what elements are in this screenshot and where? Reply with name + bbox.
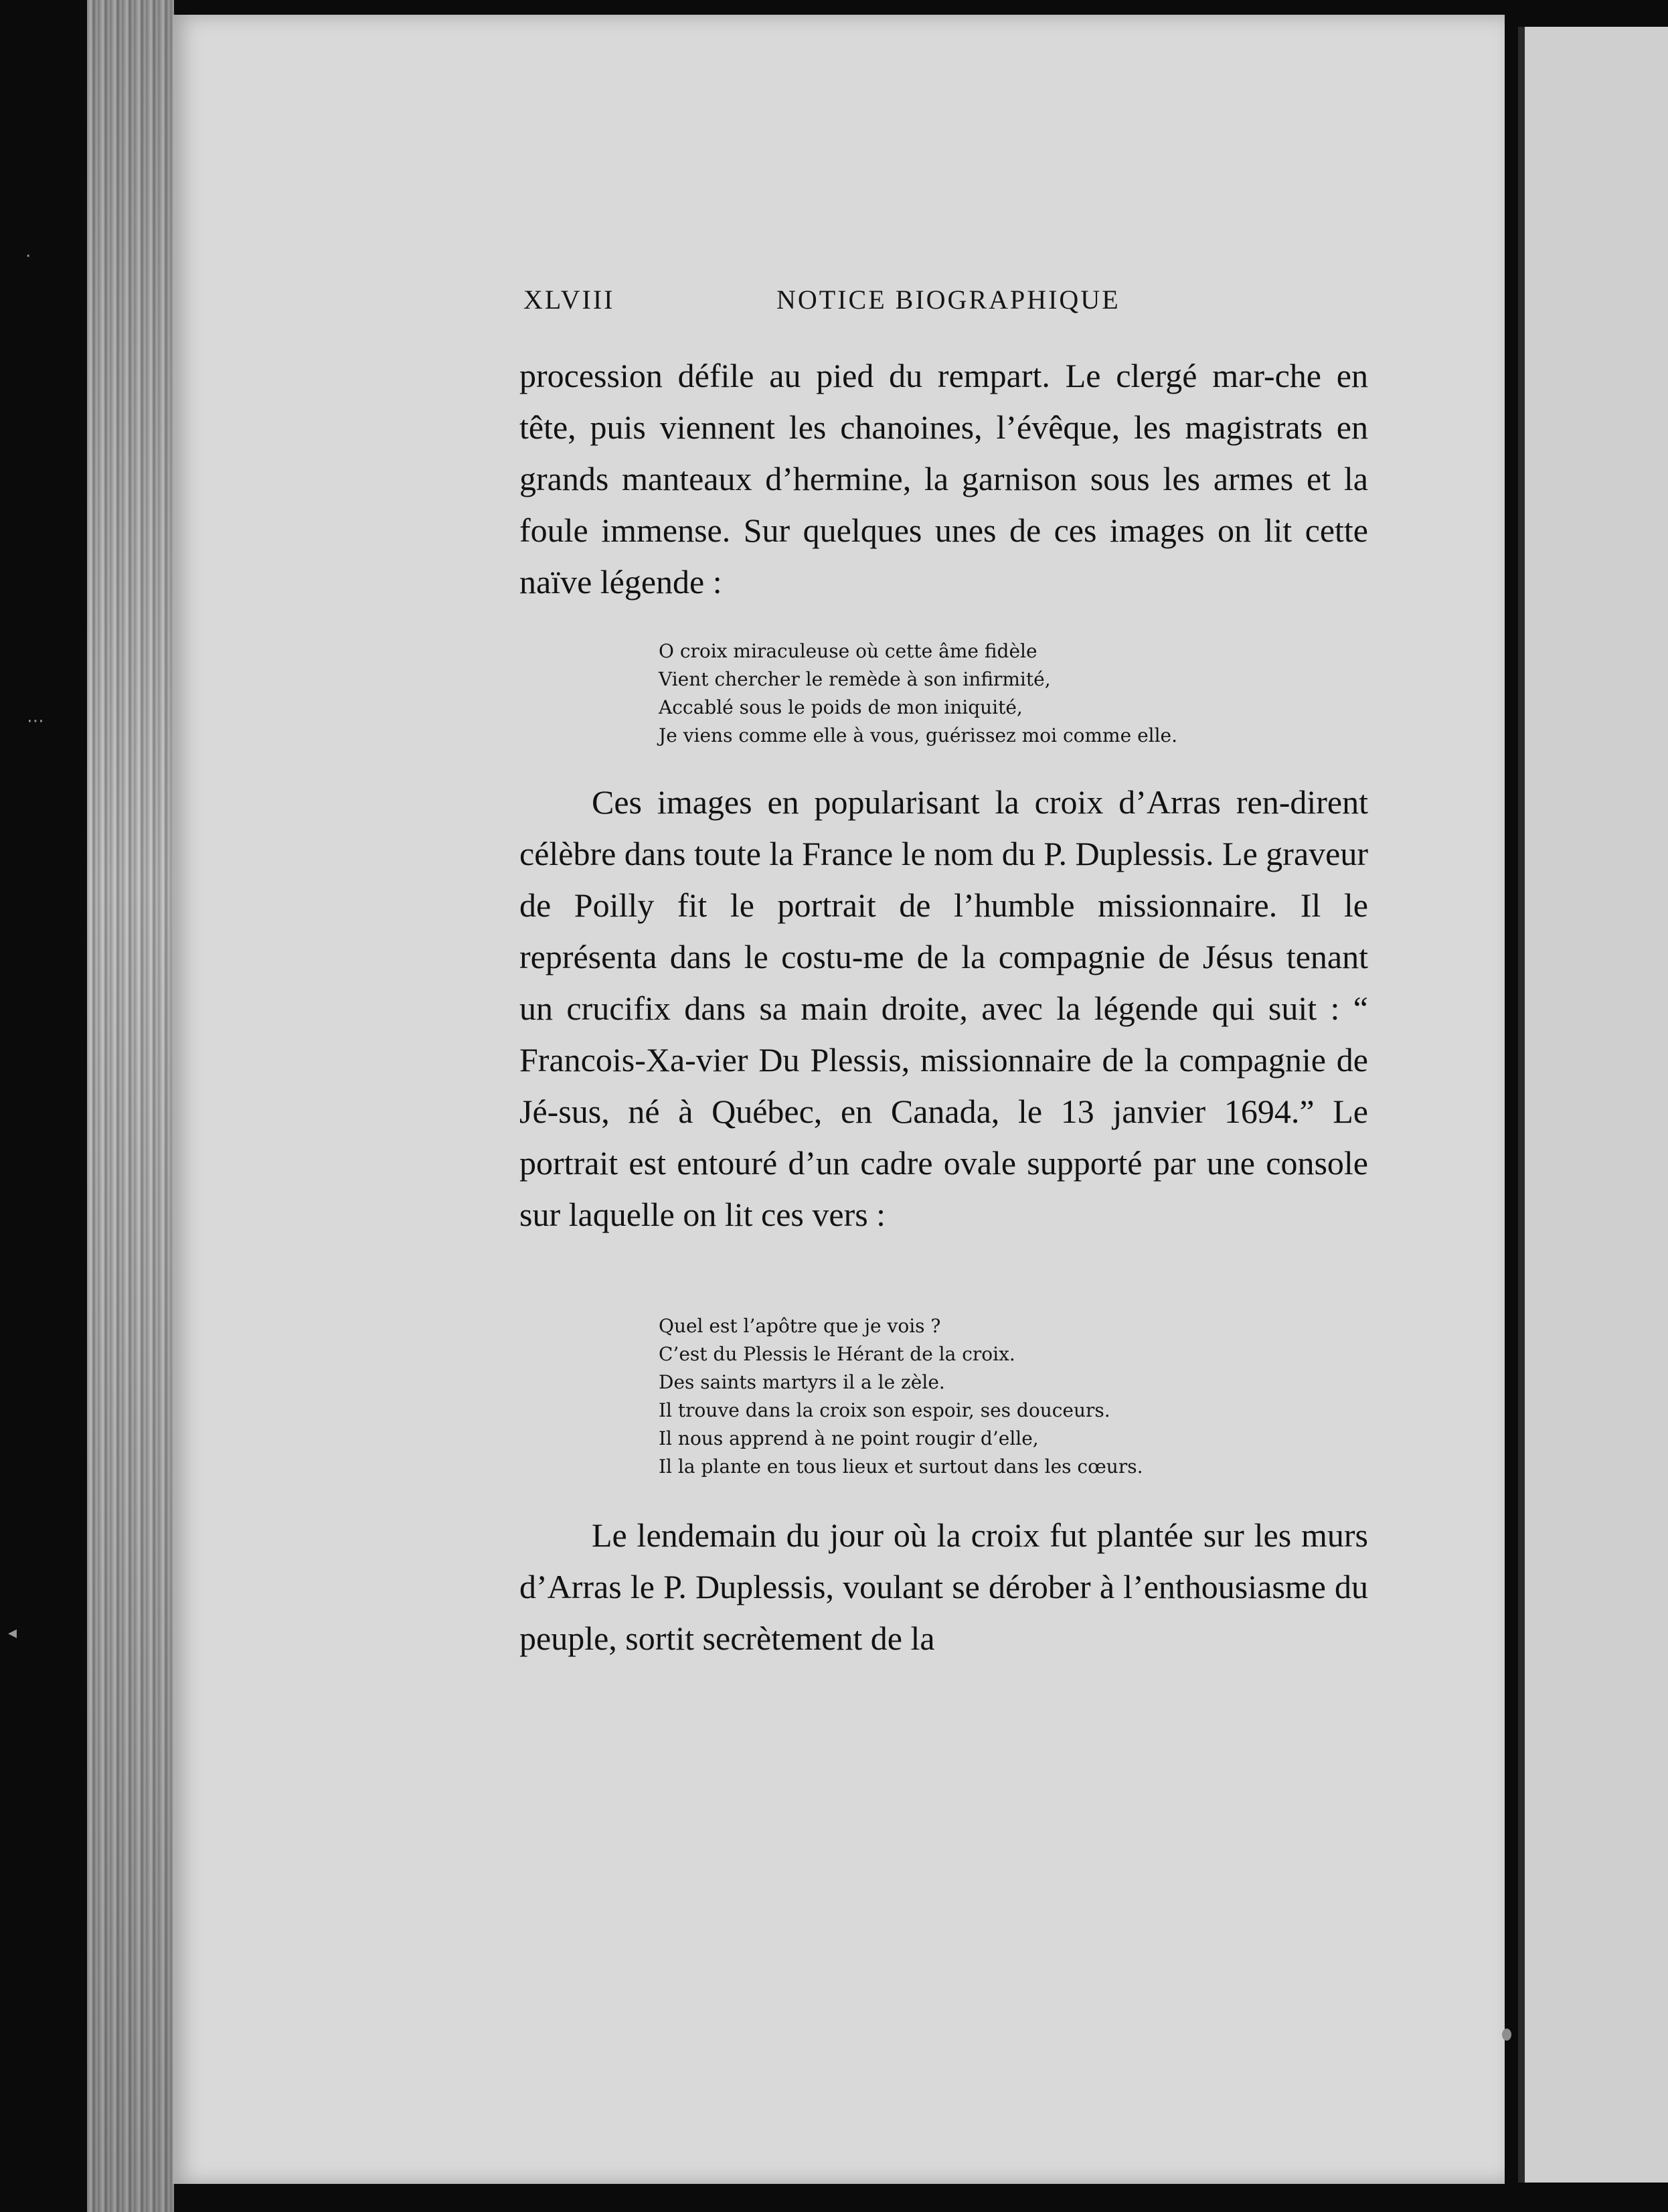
verse-2	[659, 1312, 1261, 1481]
verse-line: Vient chercher le remède à son infirmité,	[659, 668, 1051, 690]
paragraph-text: Le lendemain du jour où la croix fut plantée sur les murs d’Arras le P. Duplessis, voulant se dérober à l’enthousiasme du peuple, sortit secrètement de la	[519, 1516, 1368, 1657]
verse-line: Il la plante en tous lieux et surtout dans les cœurs.	[659, 1455, 1143, 1478]
verse-line: Des saints martyrs il a le zèle.	[659, 1371, 945, 1393]
paragraph-2	[519, 777, 1368, 1241]
verse-line: Il nous apprend à ne point rougir d’elle,	[659, 1427, 1039, 1449]
scan-speck: ⋅	[25, 246, 31, 266]
facing-page-edge	[1518, 27, 1668, 2183]
paragraph-3	[519, 1510, 1368, 1664]
verse-1	[659, 637, 1261, 750]
scan-speck: ⋯	[27, 711, 44, 731]
paragraph-1	[519, 350, 1368, 608]
verse-line: Quel est l’apôtre que je vois ?	[659, 1315, 941, 1337]
paper-blemish	[1502, 2029, 1511, 2041]
verse-line: C’est du Plessis le Hérant de la croix.	[659, 1343, 1015, 1365]
scan-speck: ◂	[8, 1623, 17, 1643]
page-number: XLVIII	[523, 285, 615, 315]
verse-line: Il trouve dans la croix son espoir, ses douceurs.	[659, 1399, 1110, 1421]
paragraph-text: Ces images en popularisant la croix d’Arras ren-dirent célèbre dans toute la France le nom du P. Duplessis. Le graveur de Poilly fit le portrait de l’humble missionnaire. Il le représenta dans le costu-me de la compagnie de Jésus tenant un crucifix dans sa main droite, avec la légende qui suit : “ Francois-Xa-vier Du Plessis, missionnaire de la compagnie de Jé-sus, né à Québec, en Canada, le 13 janvier 1694.” Le portrait est entouré d’un cadre ovale supporté par une console sur laquelle on lit ces vers :	[519, 783, 1368, 1233]
running-title: NOTICE BIOGRAPHIQUE	[776, 285, 1120, 315]
verse-line: Accablé sous le poids de mon iniquité,	[659, 696, 1023, 718]
verse-line: Je viens comme elle à vous, guérissez moi comme elle.	[659, 724, 1178, 746]
verse-line: O croix miraculeuse où cette âme fidèle	[659, 640, 1037, 662]
page-edges	[87, 0, 174, 2212]
paragraph-text: procession défile au pied du rempart. Le clergé mar-che en tête, puis viennent les chanoines, l’évêque, les magistrats en grands manteaux d’hermine, la garnison sous les armes et la foule immense. Sur quelques unes de ces images on lit cette naïve légende :	[519, 357, 1368, 601]
